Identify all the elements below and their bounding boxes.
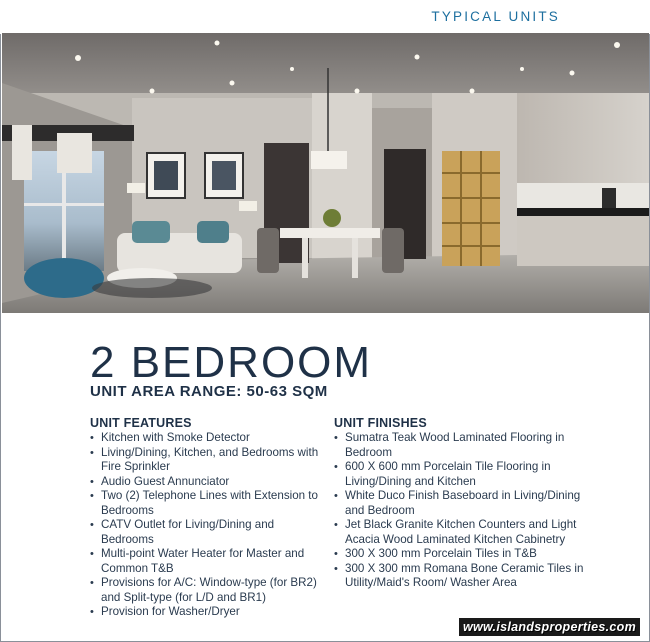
feature-item: • Two (2) Telephone Lines with Extension to Bedrooms bbox=[90, 489, 330, 518]
unit-title: 2 BEDROOM bbox=[90, 338, 373, 387]
unit-finishes-heading: UNIT FINISHES bbox=[334, 416, 427, 430]
section-title: TYPICAL UNITS bbox=[431, 9, 560, 24]
feature-item: • CATV Outlet for Living/Dining and Bedrooms bbox=[90, 518, 330, 547]
finish-item: • 300 X 300 mm Romana Bone Ceramic Tiles in Utility/Maid's Room/ Washer Area bbox=[334, 562, 584, 591]
unit-finishes-list bbox=[334, 431, 584, 591]
finish-item: • White Duco Finish Baseboard in Living/Dining and Bedroom bbox=[334, 489, 584, 518]
finish-item: • 300 X 300 mm Porcelain Tiles in T&B bbox=[334, 547, 584, 562]
unit-features-list bbox=[90, 431, 330, 620]
unit-features-section bbox=[90, 416, 330, 620]
header-bar bbox=[0, 0, 650, 34]
feature-item: • Kitchen with Smoke Detector bbox=[90, 431, 330, 446]
feature-item: • Multi-point Water Heater for Master and Common T&B bbox=[90, 547, 330, 576]
unit-features-heading: UNIT FEATURES bbox=[90, 416, 192, 430]
unit-finishes-section bbox=[334, 416, 584, 591]
finish-item: • 600 X 600 mm Porcelain Tile Flooring in Living/Dining and Kitchen bbox=[334, 460, 584, 489]
feature-item: • Living/Dining, Kitchen, and Bedrooms with Fire Sprinkler bbox=[90, 446, 330, 475]
finish-item: • Sumatra Teak Wood Laminated Flooring in Bedroom bbox=[334, 431, 584, 460]
interior-render-illustration bbox=[2, 33, 649, 313]
interior-render-photo bbox=[2, 33, 649, 313]
feature-item: • Provision for Washer/Dryer bbox=[90, 605, 330, 620]
feature-item: • Provisions for A/C: Window-type (for BR2) and Split-type (for L/D and BR1) bbox=[90, 576, 330, 605]
finish-item: • Jet Black Granite Kitchen Counters and Light Acacia Wood Laminated Kitchen Cabinetry bbox=[334, 518, 584, 547]
unit-area-range: UNIT AREA RANGE: 50-63 SQM bbox=[90, 383, 328, 400]
website-watermark: www.islandsproperties.com bbox=[459, 618, 640, 636]
feature-item: • Audio Guest Annunciator bbox=[90, 475, 330, 490]
